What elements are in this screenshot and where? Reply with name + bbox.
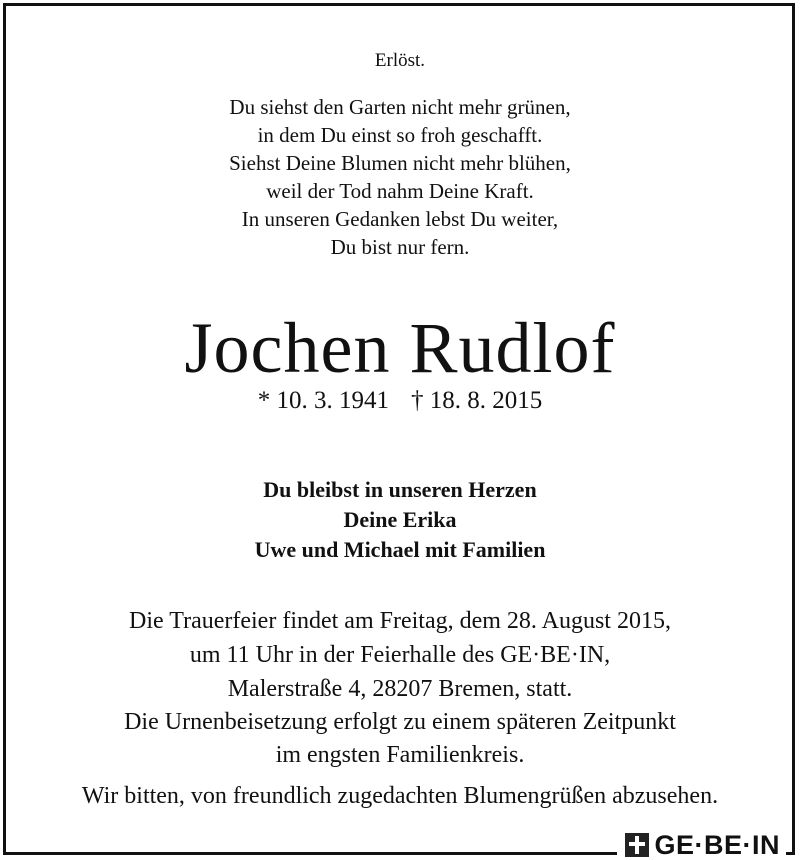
gebein-logo [617, 830, 787, 860]
poem-line: Siehst Deine Blumen nicht mehr blühen, [229, 151, 571, 175]
service-info [0, 604, 800, 706]
mourners [0, 475, 800, 565]
service-line: Die Trauerfeier findet am Freitag, dem 28. August 2015, [129, 608, 671, 634]
deceased-name: Jochen Rudlof [184, 308, 616, 388]
service-line: Malerstraße 4, 28207 Bremen, statt. [227, 676, 573, 702]
poem [0, 93, 800, 261]
life-dates [0, 385, 800, 417]
birth-date: * 10. 3. 1941 [257, 387, 389, 414]
poem-line: in dem Du einst so froh geschafft. [257, 123, 543, 147]
poem-line: Du bist nur fern. [330, 235, 470, 259]
mourner-line: Du bleibst in unseren Herzen [263, 477, 537, 502]
gebein-logo-text: GE·BE·IN [654, 830, 780, 860]
death-date: † 18. 8. 2015 [411, 387, 543, 414]
poem-line: In unseren Gedanken lebst Du weiter, [241, 207, 559, 231]
gebein-logo-icon [625, 833, 649, 857]
flowers-note: Wir bitten, von freundlich zugedachten Blumengrüßen abzusehen. [81, 783, 719, 809]
service-line: um 11 Uhr in der Feierhalle des GE·BE·IN, [189, 642, 611, 668]
urn-info [0, 706, 800, 772]
urn-line: Die Urnenbeisetzung erfolgt zu einem späteren Zeitpunkt [124, 709, 676, 735]
mourner-line: Uwe und Michael mit Familien [254, 537, 546, 562]
poem-line: weil der Tod nahm Deine Kraft. [266, 179, 534, 203]
poem-line: Du siehst den Garten nicht mehr grünen, [229, 95, 571, 119]
urn-line: im engsten Familienkreis. [275, 742, 525, 768]
header-word: Erlöst. [374, 50, 426, 71]
mourner-line: Deine Erika [343, 507, 457, 532]
